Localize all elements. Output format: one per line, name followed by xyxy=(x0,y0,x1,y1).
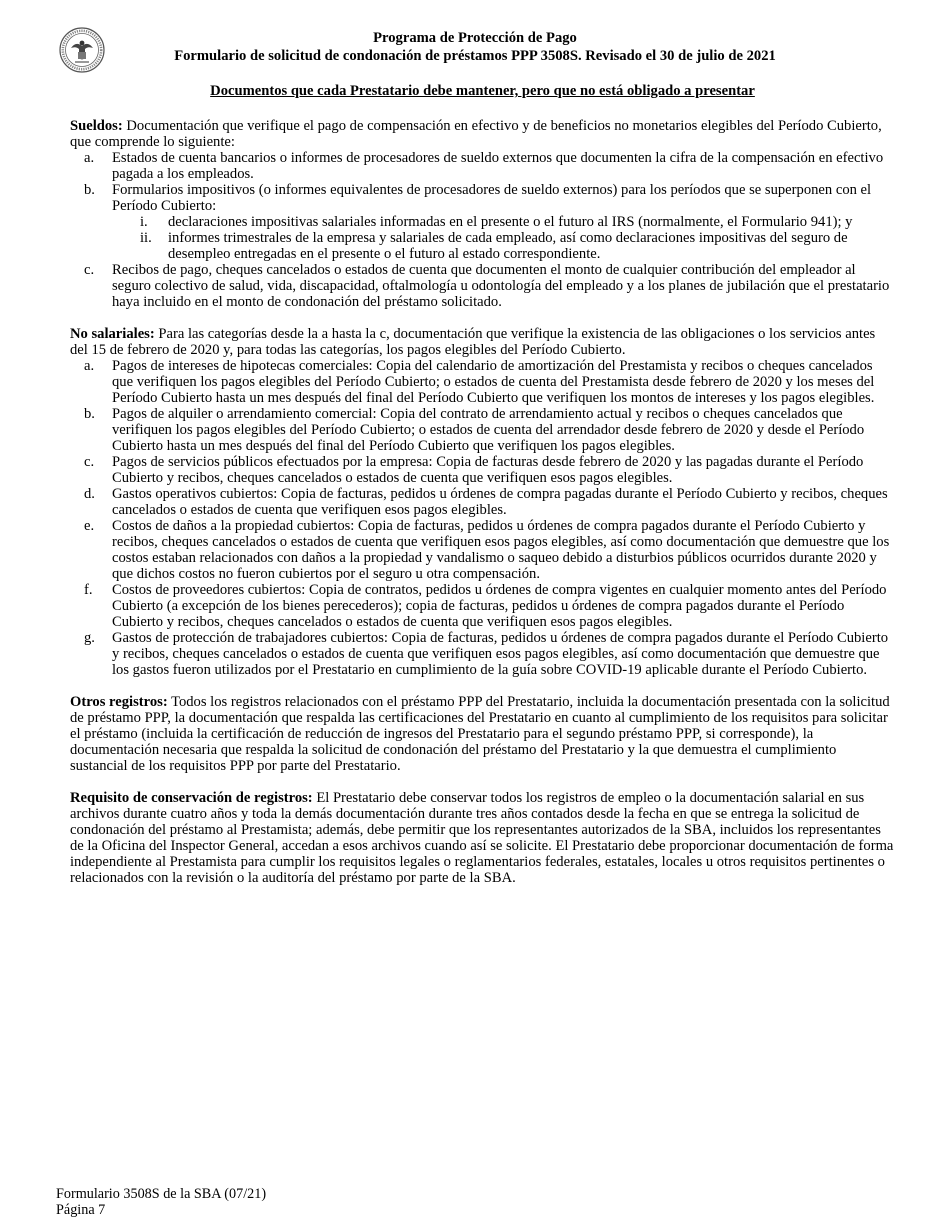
list-item-text: Estados de cuenta bancarios o informes de procesadores de sueldo externos que documenten la cifra de la compensación en efectivo pagada a los empleados. xyxy=(112,150,884,182)
list-marker: a. xyxy=(84,358,95,374)
page-content xyxy=(70,118,896,902)
list-item xyxy=(70,582,896,630)
list-marker: c. xyxy=(84,262,95,278)
sublist-item xyxy=(112,214,896,230)
list-item xyxy=(70,454,896,486)
nonpayroll-intro-text: Para las categorías desde la a hasta la c, documentación que verifique la existencia de las obligaciones o los servicios antes del 15 de febrero de 2020 y, para todas las categorías, los pagos elegibles del Período Cubierto. xyxy=(70,326,876,358)
list-item-text: Gastos de protección de trabajadores cubiertos: Copia de facturas, pedidos u órdenes de compra pagados durante el Período Cubierto y recibos, cheques cancelados o estados de cuenta que verifiquen esos pagos elegibles, así como documentación que demuestre que los gastos fueron utilizados por el Prestatario en cumplimiento de la guía sobre COVID-19 aplicable durante el Período Cubierto. xyxy=(112,630,889,678)
list-item xyxy=(70,406,896,454)
list-item-text: Costos de proveedores cubiertos: Copia de contratos, pedidos u órdenes de compra vigentes en cualquier momento antes del Período Cubierto (a excepción de los bienes perecederos); copia de facturas, pedidos u órdenes de compra pagados durante el Período Cubierto y recibos, cheques cancelados o estados de cuenta que verifiquen esos pagos elegibles. xyxy=(112,582,887,630)
list-marker: g. xyxy=(84,630,95,646)
payroll-intro-text: Documentación que verifique el pago de compensación en efectivo y de beneficios no monetarios elegibles del Período Cubierto, que comprende lo siguiente: xyxy=(70,118,882,150)
list-item xyxy=(70,630,896,678)
page-footer xyxy=(56,1186,266,1218)
form-number: Formulario 3508S de la SBA (07/21) xyxy=(56,1186,267,1202)
list-item xyxy=(70,518,896,582)
list-item-text: Recibos de pago, cheques cancelados o estados de cuenta que documenten el monto de cualquier contribución del empleador al seguro colectivo de salud, vida, discapacidad, oftalmología u odontología del empleado y a los planes de jubilación que el prestatario haya incluido en el monto de condonación del préstamo solicitado. xyxy=(112,262,890,310)
list-marker: e. xyxy=(84,518,95,534)
program-title: Programa de Protección de Pago xyxy=(373,30,577,46)
retention-section xyxy=(70,790,896,886)
payroll-list xyxy=(70,150,896,310)
nonpayroll-section xyxy=(70,326,896,678)
list-marker: i. xyxy=(140,214,148,230)
other-records-paragraph xyxy=(70,694,896,774)
list-item-text: Costos de daños a la propiedad cubiertos: Copia de facturas, pedidos u órdenes de compra pagados durante el Período Cubierto y recibos, cheques cancelados o estados de cuenta que verifiquen esos pagos elegibles, así como documentación que demuestre que los costos estaban relacionados con daños a la propiedad y vandalismo o saqueo debido a disturbios públicos ocurridos durante 2020 y que dichos costos no fueron cubiertos por el seguro u otra compensación. xyxy=(112,518,890,582)
page-header xyxy=(0,29,950,65)
list-item xyxy=(70,262,896,310)
list-marker: f. xyxy=(84,582,93,598)
documents-heading: Documentos que cada Prestatario debe mantener, pero que no está obligado a presentar xyxy=(210,83,755,99)
other-records-section xyxy=(70,694,896,774)
list-item xyxy=(70,182,896,262)
list-item xyxy=(70,358,896,406)
form-title: Formulario de solicitud de condonación de préstamos PPP 3508S. Revisado el 30 de julio de 2021 xyxy=(174,48,776,64)
list-item-text: Pagos de intereses de hipotecas comerciales: Copia del calendario de amortización del Prestamista y recibos o cheques cancelados que verifiquen los pagos elegibles del Período Cubierto; o estados de cuenta del Prestamista desde febrero de 2020 y los meses del Período Cubierto hasta un mes después del final del Período Cubierto que verifiquen los montos de intereses y los pagos elegibles. xyxy=(112,358,875,406)
nonpayroll-intro xyxy=(70,326,896,358)
list-marker: c. xyxy=(84,454,95,470)
list-item-text: Pagos de alquiler o arrendamiento comercial: Copia del contrato de arrendamiento actual y recibos o cheques cancelados que verifiquen los pagos elegibles del Período Cubierto; o estados de cuenta del arrendador desde febrero de 2020 y desde el Período Cubierto hasta un mes después del final del Período Cubierto que verifiquen los pagos elegibles. xyxy=(112,406,865,454)
list-marker: d. xyxy=(84,486,95,502)
payroll-label: Sueldos: xyxy=(70,118,123,134)
retention-text: El Prestatario debe conservar todos los registros de empleo o la documentación salarial en sus archivos durante cuatro años y toda la demás documentación durante tres años contados desde la fecha en que se entrega la solicitud de condonación del préstamo al Prestamista; además, debe permitir que los representantes autorizados de la SBA, incluidos los representantes de la Oficina del Inspector General, accedan a esos archivos cuando así se solicite. El Prestatario debe proporcionar documentación de forma independiente al Prestamista para cumplir los requisitos legales o reglamentarios federales, estatales, locales u otros requisitos pertinentes o relacionados con la revisión o la auditoría del préstamo por parte de la SBA. xyxy=(70,790,894,886)
list-item xyxy=(70,150,896,182)
list-marker: b. xyxy=(84,406,95,422)
payroll-intro xyxy=(70,118,896,150)
list-item-text: declaraciones impositivas salariales informadas en el presente o el futuro al IRS (normalmente, el Formulario 941); y xyxy=(168,214,853,230)
payroll-section xyxy=(70,118,896,310)
sublist-item xyxy=(112,230,896,262)
list-item-text: informes trimestrales de la empresa y salariales de cada empleado, así como declaraciones impositivas del seguro de desempleo entregadas en el presente o el futuro al estado correspondiente. xyxy=(168,230,848,262)
tax-forms-sublist xyxy=(112,214,896,262)
list-marker: b. xyxy=(84,182,95,198)
list-item-text: Formularios impositivos (o informes equivalentes de procesadores de sueldo externos) para los períodos que se superponen con el Período Cubierto: xyxy=(112,182,872,214)
list-item xyxy=(70,486,896,518)
page-number: Página 7 xyxy=(56,1202,106,1218)
retention-paragraph xyxy=(70,790,896,886)
list-marker: ii. xyxy=(140,230,152,246)
list-item-text: Gastos operativos cubiertos: Copia de facturas, pedidos u órdenes de compra pagadas durante el Período Cubierto y recibos, cheques cancelados o estados de cuenta que verifiquen esos pagos elegibles. xyxy=(112,486,888,518)
list-marker: a. xyxy=(84,150,95,166)
nonpayroll-list xyxy=(70,358,896,678)
nonpayroll-label: No salariales: xyxy=(70,326,155,342)
list-item-text: Pagos de servicios públicos efectuados por la empresa: Copia de facturas desde febrero de 2020 y las pagadas durante el Período Cubierto y recibos, cheques cancelados o estados de cuenta que verifiquen esos pagos elegibles. xyxy=(112,454,864,486)
other-records-label: Otros registros: xyxy=(70,694,168,710)
other-records-text: Todos los registros relacionados con el préstamo PPP del Prestatario, incluida la documentación presentada con la solicitud de préstamo PPP, la documentación que respalda las certificaciones del Prestatario en cuanto al cumplimiento de los requisitos para solicitar el préstamo (incluida la certificación de reducción de ingresos del Prestatario para el segundo préstamo PPP, si corresponde), la documentación necesaria que respalda la solicitud de condonación del préstamo del Prestatario y la que demuestra el cumplimiento sustancial de los requisitos PPP por parte del Prestatario. xyxy=(70,694,890,774)
retention-label: Requisito de conservación de registros: xyxy=(70,790,313,806)
